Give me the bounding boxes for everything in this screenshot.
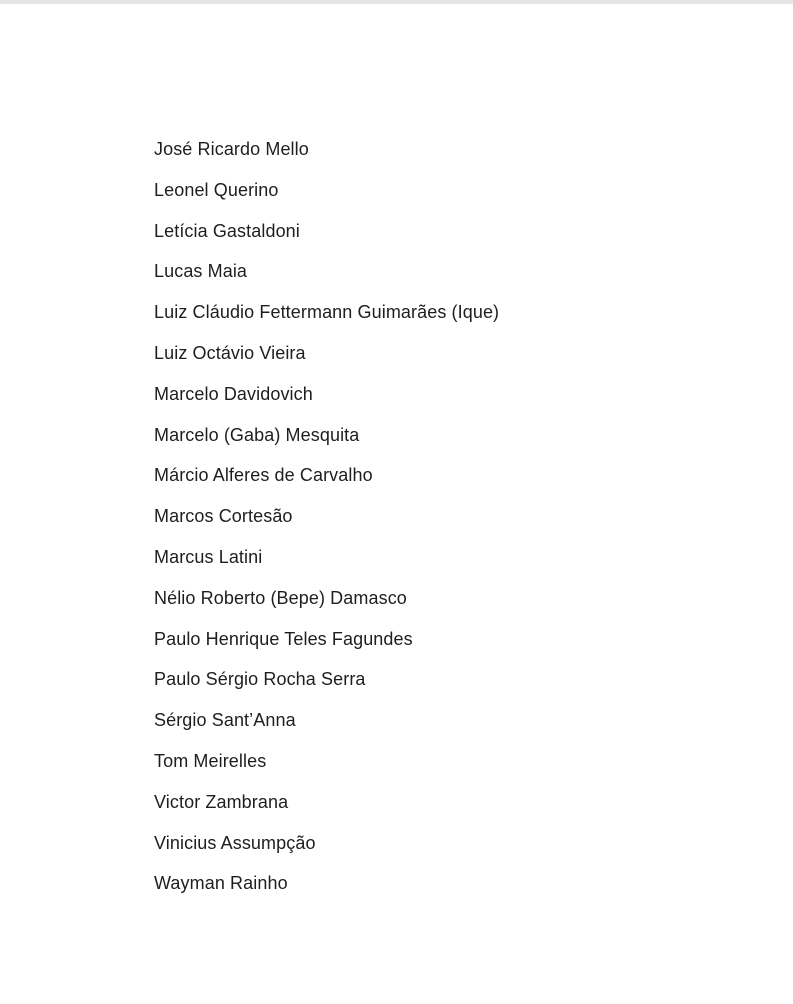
- list-item: Luiz Octávio Vieira: [154, 342, 306, 363]
- list-item: Wayman Rainho: [154, 873, 288, 894]
- document-page: [0, 4, 793, 1004]
- list-item: Marcus Latini: [154, 546, 263, 567]
- list-item: Lucas Maia: [154, 261, 248, 282]
- list-item: Márcio Alferes de Carvalho: [154, 465, 373, 486]
- list-item: Letícia Gastaldoni: [154, 220, 300, 241]
- list-item: Leonel Querino: [154, 179, 279, 200]
- list-item: Sérgio Sant’Anna: [154, 710, 296, 731]
- list-item: Marcos Cortesão: [154, 506, 293, 527]
- list-item: Vinicius Assumpção: [154, 832, 316, 853]
- list-item: Marcelo (Gaba) Mesquita: [154, 424, 360, 445]
- list-item: Tom Meirelles: [154, 750, 267, 771]
- list-item: Paulo Henrique Teles Fagundes: [154, 628, 413, 649]
- list-item: Luiz Cláudio Fettermann Guimarães (Ique): [154, 302, 500, 323]
- name-list: [154, 133, 499, 908]
- list-item: Nélio Roberto (Bepe) Damasco: [154, 587, 407, 608]
- list-item: Paulo Sérgio Rocha Serra: [154, 669, 366, 690]
- list-item: José Ricardo Mello: [154, 139, 309, 159]
- list-item: Victor Zambrana: [154, 791, 289, 812]
- list-item: Marcelo Davidovich: [154, 383, 313, 404]
